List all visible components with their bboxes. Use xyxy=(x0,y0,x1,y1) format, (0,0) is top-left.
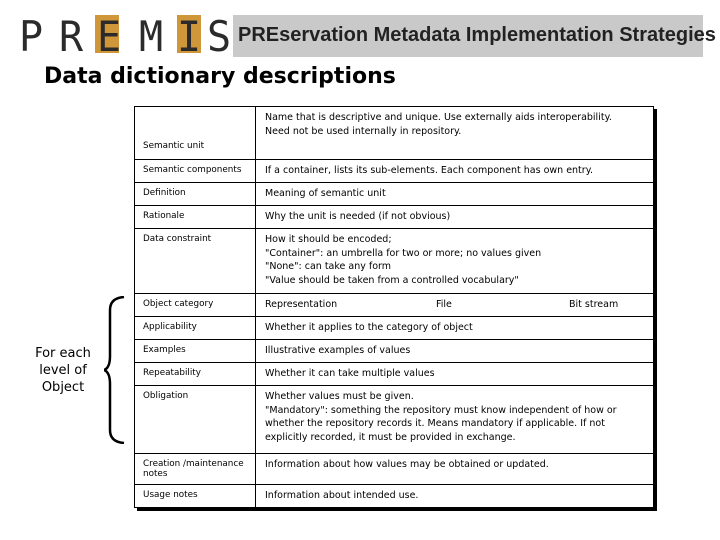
row-key: Data constraint xyxy=(135,229,256,294)
value-line: explicitly recorded, it must be provided in exchange. xyxy=(265,431,516,443)
row-value: Information about intended use. xyxy=(256,485,654,508)
value-line: Whether values must be given. xyxy=(265,391,414,402)
row-key: Rationale xyxy=(135,206,256,229)
logo-letter-s: S xyxy=(207,12,232,62)
row-key: Repeatability xyxy=(135,363,256,386)
logo-letter-i: I xyxy=(177,12,202,62)
value-line: Name that is descriptive and unique. Use externally aids interoperability. xyxy=(265,112,612,123)
value-line: whether the repository records it. Means mandatory if applicable. If not xyxy=(265,418,605,430)
table-row xyxy=(135,206,654,229)
object-level-label xyxy=(22,345,104,396)
table-row xyxy=(135,485,654,508)
premis-logo xyxy=(17,12,233,62)
table-row xyxy=(135,317,654,340)
row-key: Examples xyxy=(135,340,256,363)
table-row xyxy=(135,454,654,485)
category-bit-stream: Bit stream xyxy=(569,299,619,310)
table-row xyxy=(135,294,654,317)
table-row xyxy=(135,183,654,206)
table-row xyxy=(135,363,654,386)
row-key: Obligation xyxy=(135,386,256,454)
value-line: "Value should be taken from a controlled vocabulary" xyxy=(265,274,519,286)
row-value xyxy=(256,294,654,317)
table-row xyxy=(135,386,654,454)
table-row xyxy=(135,160,654,183)
row-value xyxy=(256,229,654,294)
bracket-icon xyxy=(104,296,126,444)
logo-letter-p: P xyxy=(19,12,44,62)
row-key: Creation /maintenance notes xyxy=(135,454,256,485)
row-key: Semantic components xyxy=(135,160,256,183)
row-key: Definition xyxy=(135,183,256,206)
logo-letter-m: M xyxy=(139,12,164,62)
side-label-line: Object xyxy=(41,380,85,395)
row-key: Applicability xyxy=(135,317,256,340)
header-title-band xyxy=(233,15,716,57)
table-row xyxy=(135,229,654,294)
row-value: Whether it can take multiple values xyxy=(256,363,654,386)
value-line: "Container": an umbrella for two or more; no values given xyxy=(265,247,542,259)
value-line: "None": can take any form xyxy=(265,261,392,273)
row-value: Illustrative examples of values xyxy=(256,340,654,363)
value-line: "Mandatory": something the repository must know independent of how or xyxy=(265,404,617,416)
row-value: Meaning of semantic unit xyxy=(256,183,654,206)
row-value xyxy=(256,107,654,160)
row-value: Information about how values may be obtained or updated. xyxy=(256,454,654,485)
side-label-line: level of xyxy=(39,363,87,378)
data-dictionary-table xyxy=(134,106,654,508)
row-value: If a container, lists its sub-elements. Each component has own entry. xyxy=(256,160,654,183)
category-representation: Representation xyxy=(265,299,338,310)
row-value xyxy=(256,386,654,454)
value-line: How it should be encoded; xyxy=(265,234,392,245)
row-key: Semantic unit xyxy=(135,107,256,160)
row-key: Usage notes xyxy=(135,485,256,508)
header-title: PREservation Metadata Implementation Strategies xyxy=(238,24,716,46)
page-title: Data dictionary descriptions xyxy=(44,64,396,89)
row-key: Object category xyxy=(135,294,256,317)
row-value: Why the unit is needed (if not obvious) xyxy=(256,206,654,229)
side-label-line: For each xyxy=(35,346,91,361)
logo-letter-r: R xyxy=(59,12,84,62)
logo-letter-e: E xyxy=(97,12,122,62)
category-file: File xyxy=(436,299,452,310)
value-line: Need not be used internally in repository. xyxy=(265,125,462,137)
table-row xyxy=(135,107,654,160)
row-value: Whether it applies to the category of object xyxy=(256,317,654,340)
table-row xyxy=(135,340,654,363)
